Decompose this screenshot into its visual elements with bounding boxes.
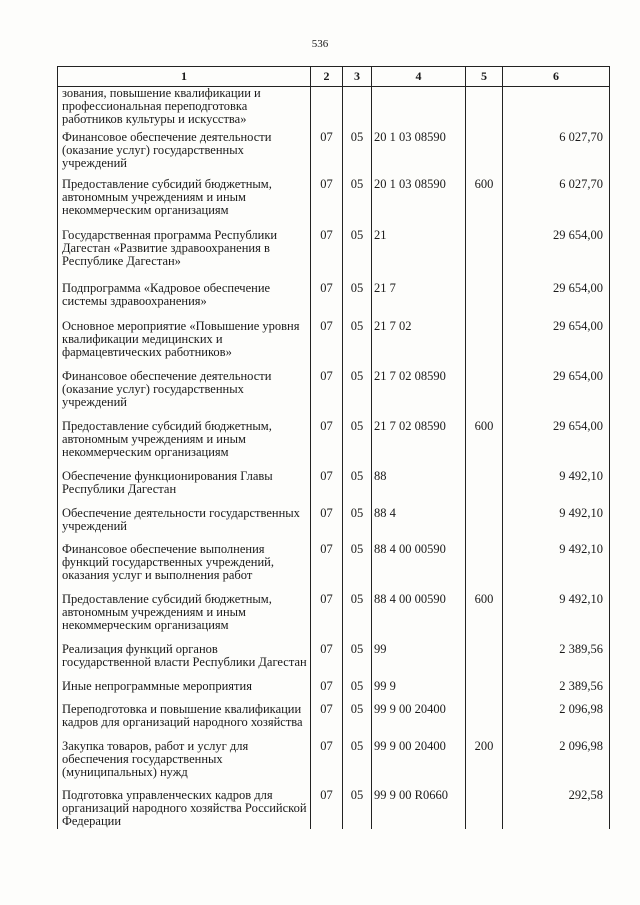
section-code: 07 [311,593,343,643]
section-code: 07 [311,543,343,593]
section-code: 07 [311,507,343,543]
amount: 29 654,00 [503,370,610,420]
target-article-code: 99 9 00 20400 [372,740,466,789]
table-row [58,703,610,740]
table-body [58,87,610,829]
amount: 9 492,10 [503,593,610,643]
expense-type-code [466,680,503,703]
section-code: 07 [311,789,343,829]
amount: 2 389,56 [503,643,610,680]
row-name: зования, повышение квалификации и профессиональная переподготовка работников культуры и искусства» [58,87,311,131]
row-name: Финансовое обеспечение выполнения функций государственных учреждений, оказания услуг и выполнения работ [58,543,311,593]
amount: 6 027,70 [503,131,610,178]
amount: 29 654,00 [503,282,610,320]
table-row [58,740,610,789]
subsection-code: 05 [343,643,372,680]
subsection-code: 05 [343,789,372,829]
expense-type-code [466,703,503,740]
target-article-code: 20 1 03 08590 [372,131,466,178]
section-code: 07 [311,370,343,420]
header-cell: 1 [58,67,311,87]
table-row [58,420,610,470]
row-name: Финансовое обеспечение деятельности (оказание услуг) государственных учреждений [58,131,311,178]
expense-type-code [466,131,503,178]
expense-type-code [466,507,503,543]
target-article-code: 99 9 [372,680,466,703]
subsection-code: 05 [343,178,372,229]
amount: 9 492,10 [503,507,610,543]
target-article-code: 21 7 02 08590 [372,370,466,420]
target-article-code: 21 7 [372,282,466,320]
subsection-code: 05 [343,320,372,370]
section-code: 07 [311,643,343,680]
expense-type-code [466,789,503,829]
expense-type-code: 600 [466,420,503,470]
row-name: Иные непрограммные мероприятия [58,680,311,703]
section-code: 07 [311,470,343,507]
subsection-code: 05 [343,370,372,420]
page-number: 536 [311,38,329,50]
expense-type-code [466,320,503,370]
expense-type-code: 200 [466,740,503,789]
row-name: Обеспечение деятельности государственных учреждений [58,507,311,543]
section-code: 07 [311,680,343,703]
subsection-code: 05 [343,420,372,470]
row-name: Переподготовка и повышение квалификации кадров для организаций народного хозяйства [58,703,311,740]
amount [503,87,610,131]
section-code: 07 [311,740,343,789]
expense-type-code [466,282,503,320]
section-code: 07 [311,131,343,178]
section-code: 07 [311,229,343,282]
section-code: 07 [311,420,343,470]
table-row [58,178,610,229]
amount: 2 389,56 [503,680,610,703]
expense-type-code [466,643,503,680]
row-name: Подготовка управленческих кадров для организаций народного хозяйства Российской Федерации [58,789,311,829]
target-article-code: 21 [372,229,466,282]
target-article-code [372,87,466,131]
table-row [58,470,610,507]
table-row [58,643,610,680]
expense-type-code [466,87,503,131]
subsection-code: 05 [343,507,372,543]
subsection-code: 05 [343,470,372,507]
table-row [58,593,610,643]
target-article-code: 99 9 00 20400 [372,703,466,740]
subsection-code [343,87,372,131]
row-name: Предоставление субсидий бюджетным, автономным учреждениям и иным некоммерческим организациям [58,178,311,229]
row-name: Государственная программа Республики Дагестан «Развитие здравоохранения в Республике Дагестан» [58,229,311,282]
table-row [58,282,610,320]
header-cell: 2 [311,67,343,87]
table-row [58,543,610,593]
expense-type-code: 600 [466,178,503,229]
subsection-code: 05 [343,229,372,282]
expense-type-code [466,543,503,593]
table-row [58,87,610,131]
table-row [58,320,610,370]
amount: 292,58 [503,789,610,829]
target-article-code: 21 7 02 08590 [372,420,466,470]
amount: 9 492,10 [503,543,610,593]
section-code: 07 [311,178,343,229]
amount: 2 096,98 [503,740,610,789]
amount: 2 096,98 [503,703,610,740]
subsection-code: 05 [343,593,372,643]
row-name: Подпрограмма «Кадровое обеспечение системы здравоохранения» [58,282,311,320]
target-article-code: 88 4 [372,507,466,543]
amount: 29 654,00 [503,320,610,370]
header-cell: 5 [466,67,503,87]
target-article-code: 88 4 00 00590 [372,593,466,643]
row-name: Закупка товаров, работ и услуг для обеспечения государственных (муниципальных) нужд [58,740,311,789]
subsection-code: 05 [343,740,372,789]
row-name: Предоставление субсидий бюджетным, автономным учреждениям и иным некоммерческим организациям [58,420,311,470]
table-row [58,131,610,178]
table-row [58,229,610,282]
section-code: 07 [311,282,343,320]
subsection-code: 05 [343,131,372,178]
target-article-code: 88 [372,470,466,507]
table-row [58,507,610,543]
table-row [58,789,610,829]
expense-type-code [466,470,503,507]
table-row [58,680,610,703]
row-name: Обеспечение функционирования Главы Республики Дагестан [58,470,311,507]
expense-type-code [466,229,503,282]
target-article-code: 20 1 03 08590 [372,178,466,229]
subsection-code: 05 [343,543,372,593]
expense-type-code: 600 [466,593,503,643]
amount: 6 027,70 [503,178,610,229]
section-code: 07 [311,703,343,740]
row-name: Финансовое обеспечение деятельности (оказание услуг) государственных учреждений [58,370,311,420]
table-row [58,370,610,420]
header-row [58,67,610,87]
target-article-code: 88 4 00 00590 [372,543,466,593]
expense-type-code [466,370,503,420]
amount: 29 654,00 [503,229,610,282]
target-article-code: 21 7 02 [372,320,466,370]
amount: 29 654,00 [503,420,610,470]
section-code [311,87,343,131]
section-code: 07 [311,320,343,370]
header-cell: 6 [503,67,610,87]
header-cell: 4 [372,67,466,87]
subsection-code: 05 [343,680,372,703]
target-article-code: 99 [372,643,466,680]
header-cell: 3 [343,67,372,87]
amount: 9 492,10 [503,470,610,507]
target-article-code: 99 9 00 R0660 [372,789,466,829]
budget-table [57,66,610,829]
row-name: Реализация функций органов государственной власти Республики Дагестан [58,643,311,680]
subsection-code: 05 [343,282,372,320]
subsection-code: 05 [343,703,372,740]
row-name: Предоставление субсидий бюджетным, автономным учреждениям и иным некоммерческим организациям [58,593,311,643]
row-name: Основное мероприятие «Повышение уровня квалификации медицинских и фармацевтических работников» [58,320,311,370]
